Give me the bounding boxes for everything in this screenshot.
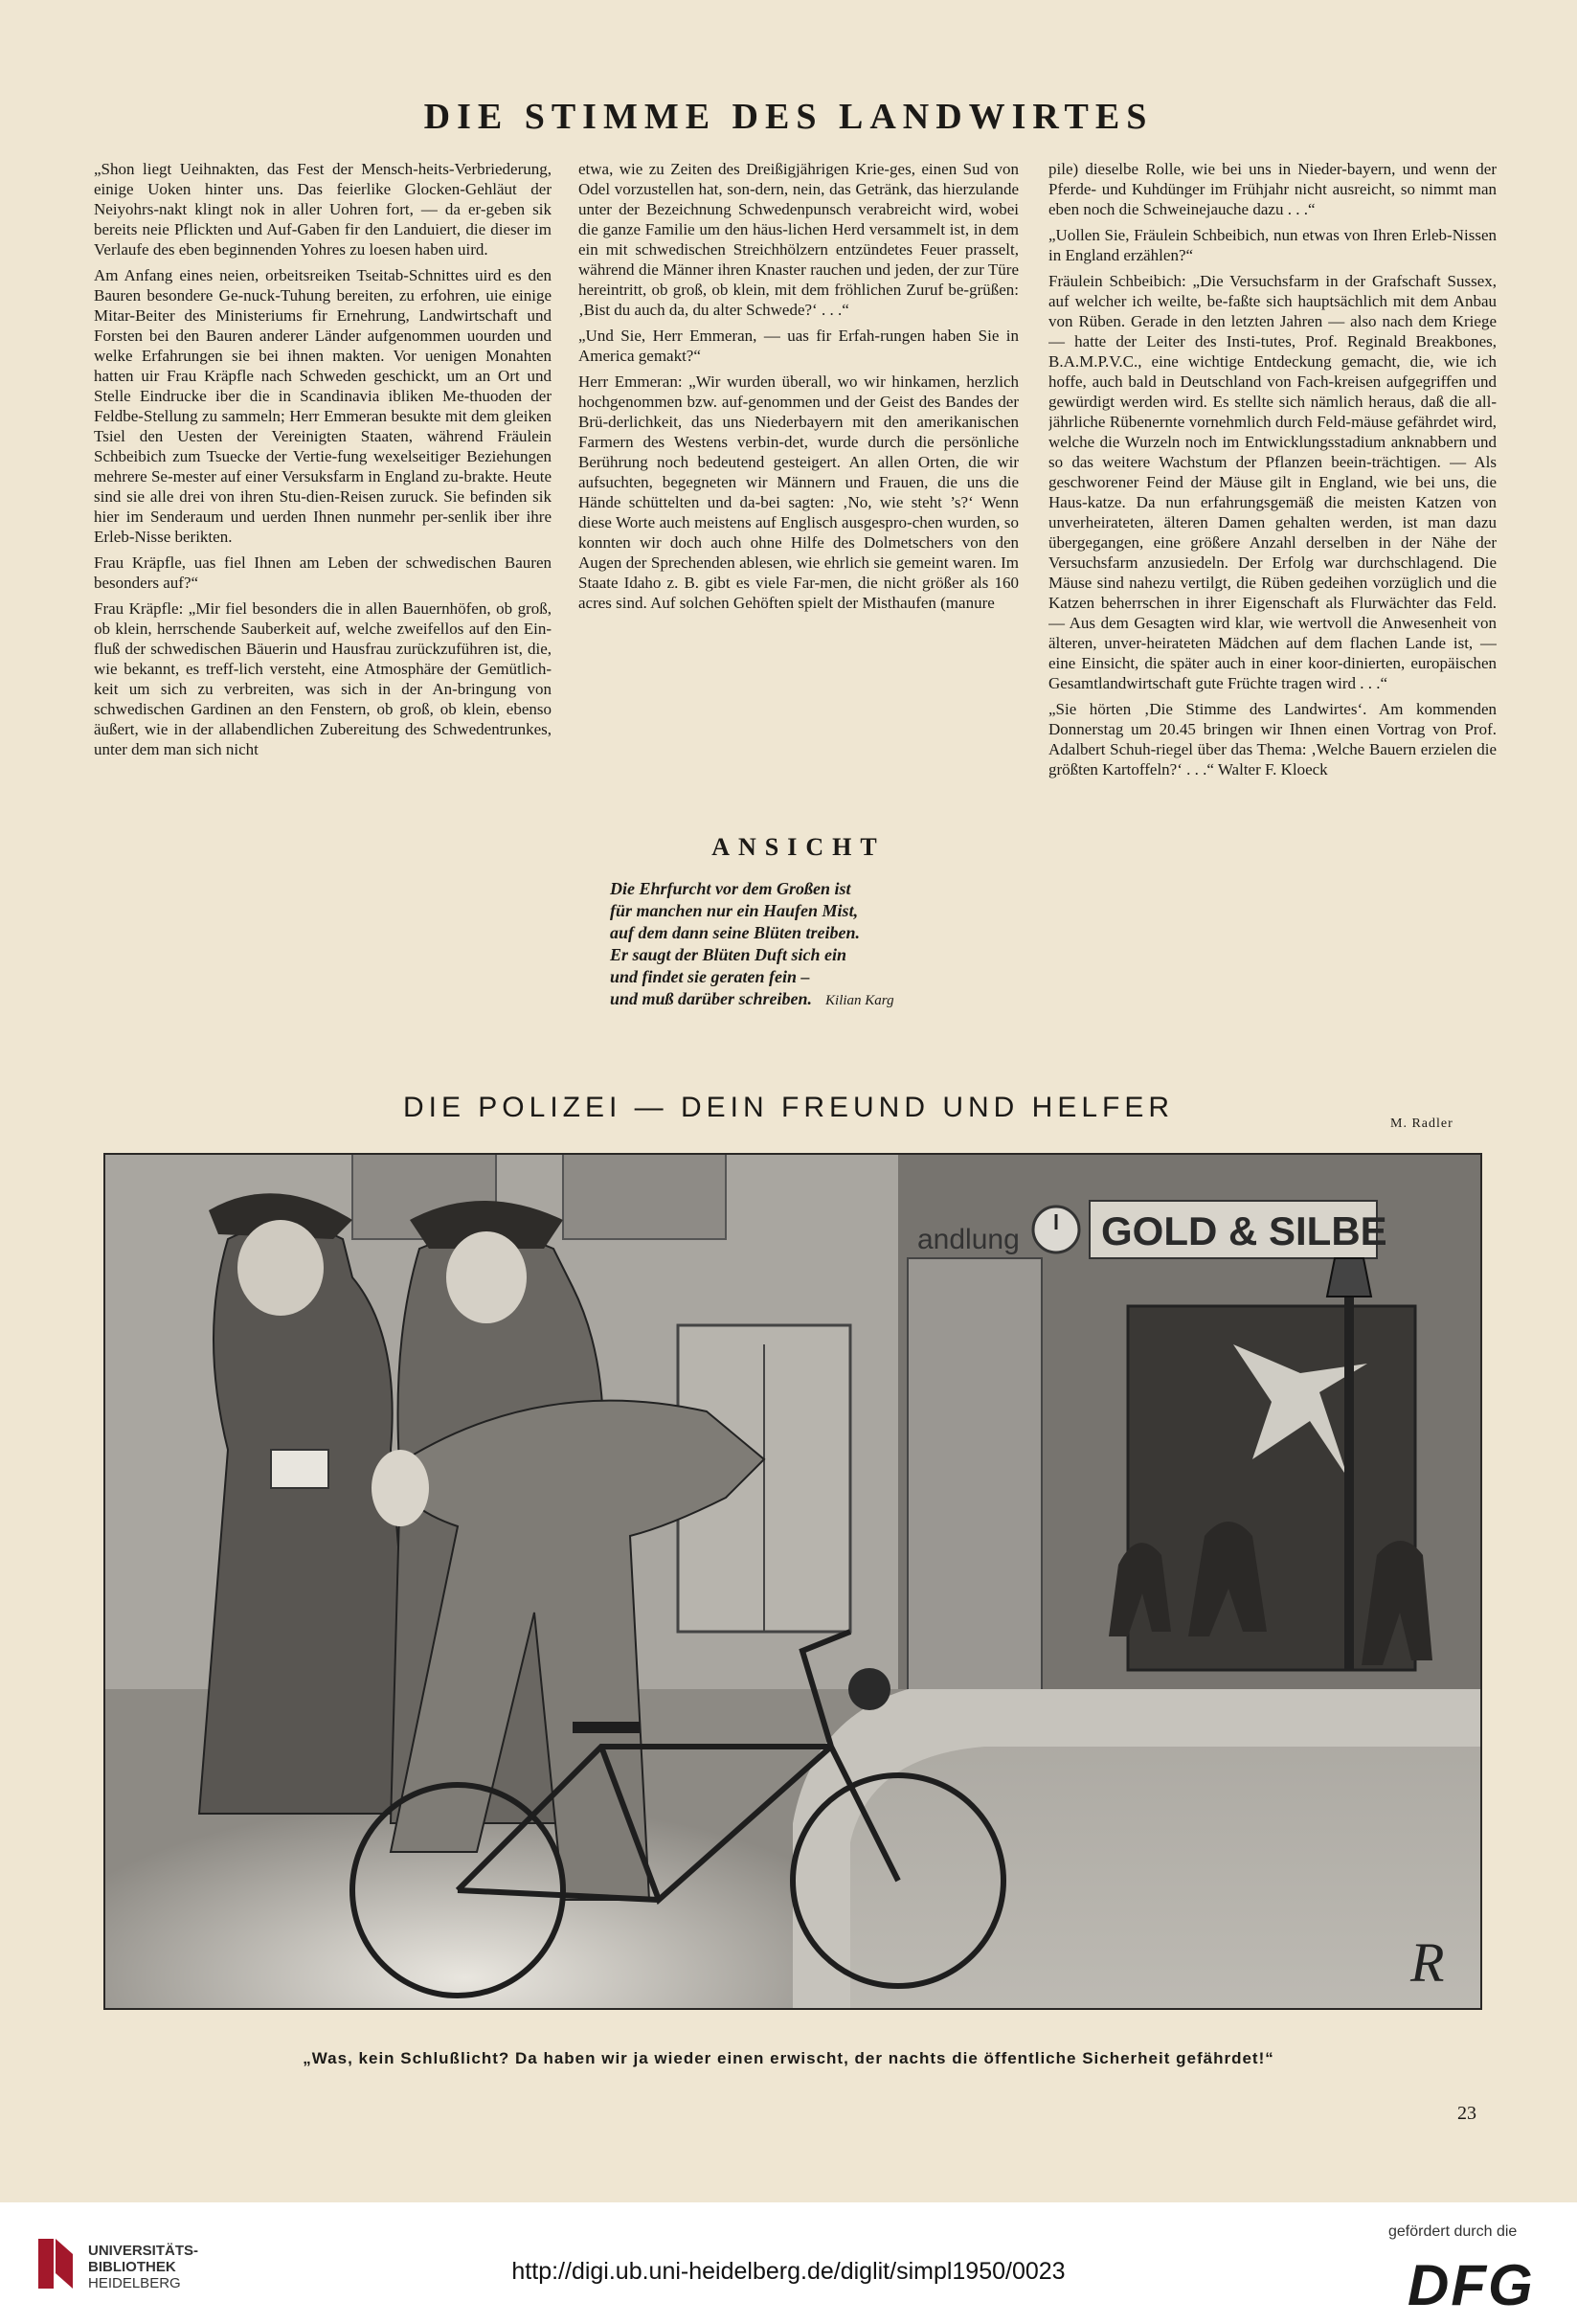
street-lamp-icon xyxy=(1327,1258,1371,1297)
bicycle-headlamp xyxy=(848,1668,890,1710)
policeman-right-face xyxy=(446,1231,527,1323)
paragraph: pile) dieselbe Rolle, wie bei uns in Nieder-bayern, und wenn der Pferde- und Kuhdünger im Frühjahr nicht ausreicht, so nimmt man eben noch die Schweinejauche dazu . . .“ xyxy=(1048,160,1497,218)
paragraph: Am Anfang eines neien, orbeitsreiken Tseitab-Schnittes uird es den Bauren besondere Ge-nuck-Tuhung bereiten, zu erfohren, uie einige Mitar-Beiter des Ministeriums fir Ernehrung, Landwirtschaft und Forsten bei den Bauren anderer Länder aufgenommen uourden und welke Erfahrungen sie bei ihnen makten. Vor uenigen Monahten hatten uir Frau Kräpfle nach Schweden geschickt, um an Ort und Stelle Eindrucke iber die in Scandinavia ibliken Me-thuoden der Feldbe-Stellung zu sammeln; Herr Emmeran besukte mit dem gleiken Tsiel den Uesten der Vereinigten Staaten, während Fräulein Schbeibich zum Tsuecke der Vertie-fung wexelseitiger Beziehungen mehrere Se-mester auf einer Versuksfarm in England zu-brakte. Heute sind sie alle drei von ihren Stu-dien-Reisen zuruck. Sie befinden sik hier im Senderaum und uerden Ihnen nunmehr per-senlik iber ihre Erleb-Nisse berikten. xyxy=(94,266,552,546)
paragraph: Herr Emmeran: „Wir wurden überall, wo wir hinkamen, herzlich hochgenommen bzw. auf-genommen und der Geist des Bandes der Brü-derlichkeit, das uns Niederbayern mit den amerikanischen Farmern des Westens verbin-det, wurde durch die persönliche Berührung noch bedeutend gesteigert. An allen Orten, die wir aufsuchten, begegneten wir Männern und Frauen, die uns die Hände schüttelten und da-bei sagten: ‚No, wie steht ’s?‘ Wenn diese Worte auch meistens auf Englisch ausgespro-chen wurden, so konnten wir doch auch ohne Hilfe des Dolmetschers von den Augen der Sprechenden ablesen, wie ehrlich sie gemeint waren. Im Staate Idaho z. B. gibt es viele Far-men, die nicht größer als 160 acres sind. Auf solchen Gehöften spielt der Misthaufen (manure xyxy=(578,372,1019,612)
digitization-footer xyxy=(0,2202,1577,2324)
paragraph: etwa, wie zu Zeiten des Dreißigjährigen Krie-ges, einen Sud von Odel vorzustellen hat, son-dern, nein, das Getränk, das hierzulande unter der Bezeichnung Schwedenpunsch verabreicht wird, wobei die ganze Familie um den häus-lichen Herd versammelt ist, in dem ein mit schwedischen Streichhölzern entzündetes Feuer prasselt, während die Männer ihren Knaster rauchen und jeden, der zur Türe hereintritt, ob groß, ob klein, mit dem fröhlichen Zuruf be-grüßen: ‚Bist du auch da, du alter Schwede?‘ . . .“ xyxy=(578,160,1019,319)
poem-line: und findet sie geraten fein – xyxy=(610,967,810,986)
article-column-2 xyxy=(578,159,1019,791)
library-name-line: UNIVERSITÄTS- xyxy=(88,2243,199,2259)
shutter-window-2 xyxy=(563,1153,726,1239)
paragraph: Frau Kräpfle, uas fiel Ihnen am Leben der schwedischen Bauren besonders auf?“ xyxy=(94,553,552,592)
paragraph: „Sie hörten ‚Die Stimme des Landwirtes‘. Am kommenden Donnerstag um 20.45 bringen wir Ihnen einen Vortrag von Prof. Adalbert Schuh-riegel über das Thema: ‚Welche Bauern erzielen die größten Kartoffeln?‘ . . .“ Walter F. Kloeck xyxy=(1048,700,1497,778)
cyclist-head xyxy=(372,1450,429,1526)
poem-line: Die Ehrfurcht vor dem Großen ist xyxy=(610,879,851,898)
paragraph: „Und Sie, Herr Emmeran, — uas fir Erfah-rungen haben Sie in America gemakt?“ xyxy=(578,327,1019,365)
poem-title: ANSICHT xyxy=(711,833,886,861)
paragraph: „Uollen Sie, Fräulein Schbeibich, nun etwas von Ihren Erleb-Nissen in England erzählen?“ xyxy=(1048,226,1497,264)
policeman-left-face xyxy=(237,1220,324,1316)
permalink-url[interactable]: http://digi.ub.uni-heidelberg.de/diglit/simpl1950/0023 xyxy=(511,2258,1066,2285)
roller-shutter xyxy=(908,1258,1042,1737)
paragraph: Frau Kräpfle: „Mir fiel besonders die in allen Bauernhöfen, ob groß, ob klein, herrschende Sauberkeit auf, welche zweifellos auf den Ein-fluß der schwedischen Bäuerin und Hausfrau zurückzuführen ist, die, wie bekannt, es treff-lich versteht, eine Atmosphäre der Gemütlich-keit um sich zu verbreiten, was sich in der An-bringung von schwedischen Gardinen an den Fenstern, ob groß, ob klein, ebenso äußert, wie in der allabendlichen Zubereitung des Schwedentrunkes, unter dem man sich nicht xyxy=(94,599,552,758)
street-lamp-post xyxy=(1344,1268,1354,1670)
cartoon-caption: „Was, kein Schlußlicht? Da haben wir ja wieder einen erwischt, der nachts die öffentliche Sicherheit gefährdet!“ xyxy=(303,2049,1274,2067)
cartoon-title: DIE POLIZEI — DEIN FREUND UND HELFER xyxy=(402,1092,1175,1123)
poem xyxy=(610,878,1031,1012)
library-name-line: HEIDELBERG xyxy=(88,2275,181,2291)
paragraph: „Shon liegt Ueihnakten, das Fest der Mensch-heits-Verbriederung, einige Uoken hinter uns. Das feierlike Glocken-Gehläut der Neiyohrs-nakt klingt nok in aller Uohren fort, — da er-geben sik bereits neie Pflickten und Auf-Gaben fir den Landuiert, die dieser im Verlaufe des eben beginnenden Yohres zu loesen haben uird. xyxy=(94,160,552,259)
paragraph: Fräulein Schbeibich: „Die Versuchsfarm in der Grafschaft Sussex, auf welcher ich weilte, be-faßte sich hauptsächlich mit dem Anbau von Rüben. Gerade in den letzten Jahren — also nach dem Kriege — hatte der Leiter des Insti-tutes, Prof. Reginald Breakbones, B.A.M.P.V.C., eine wichtige Entdeckung gemacht, die, wie ich hoffe, auch bald in Deutschland von Fach-kreisen aufgegriffen und gewürdigt werden wird. Es stellte sich nämlich heraus, daß die all-jährliche Rübenernte vornehmlich durch Feld-mäuse gefährdet wird, welche die Wurzeln noch im Entwicklungsstadium anknabbern und so das weitere Wachstum der Pflanzen beein-trächtigen. — Als geschworener Feind der Mäuse gilt in England, wie bei uns, die Haus-katze. Da nun erfahrungsgemäß die meisten Katzen von unverheirateten, älteren Damen gehalten werden, ist man dazu übergegangen, eine größere Anzahl derselben in der Nähe der Versuchsfarm anzusiedeln. Der Erfolg war durchschlagend. Die Mäuse sind nahezu vertilgt, die Rüben gedeihen vorzüglich und die Katzen beherrschen in ihrer Eigenschaft als Flurwächter das Feld. — Aus dem Gesagten wird klar, wie wertvoll die Anwesenheit von älteren, unver-heirateten Mädchen auf dem flachen Lande ist, — eine Einsicht, die später auch in einer koor-dinierten, europäischen Gesamtlandwirtschaft gute Früchte tragen wird . . .“ xyxy=(1048,272,1497,692)
funding-note: gefördert durch die xyxy=(1388,2223,1518,2240)
poem-line: Er saugt der Blüten Duft sich ein xyxy=(610,945,847,964)
shop-sign-text: GOLD & SILBE xyxy=(1101,1208,1387,1253)
cartoon-illustration xyxy=(103,1153,1482,2010)
dfg-logo: DFG xyxy=(1408,2253,1535,2317)
shop-sign-left-text: andlung xyxy=(917,1224,1020,1255)
page-number: 23 xyxy=(1457,2103,1476,2124)
poem-author: Kilian Karg xyxy=(825,993,894,1008)
poem-line: für manchen nur ein Haufen Mist, xyxy=(610,901,859,920)
library-name-line: BIBLIOTHEK xyxy=(88,2259,176,2275)
poem-line: und muß darüber schreiben. xyxy=(610,989,813,1008)
article-column-1 xyxy=(94,159,552,1027)
cartoon-artist: M. Radler xyxy=(1390,1117,1453,1131)
poem-line: auf dem dann seine Blüten treiben. xyxy=(610,923,861,942)
poem-last-line xyxy=(610,988,1031,1012)
article-column-3 xyxy=(1048,159,1497,1027)
article-title: DIE STIMME DES LANDWIRTES xyxy=(423,97,1154,137)
artist-signature: R xyxy=(1410,1931,1445,1994)
notepad xyxy=(271,1450,328,1488)
